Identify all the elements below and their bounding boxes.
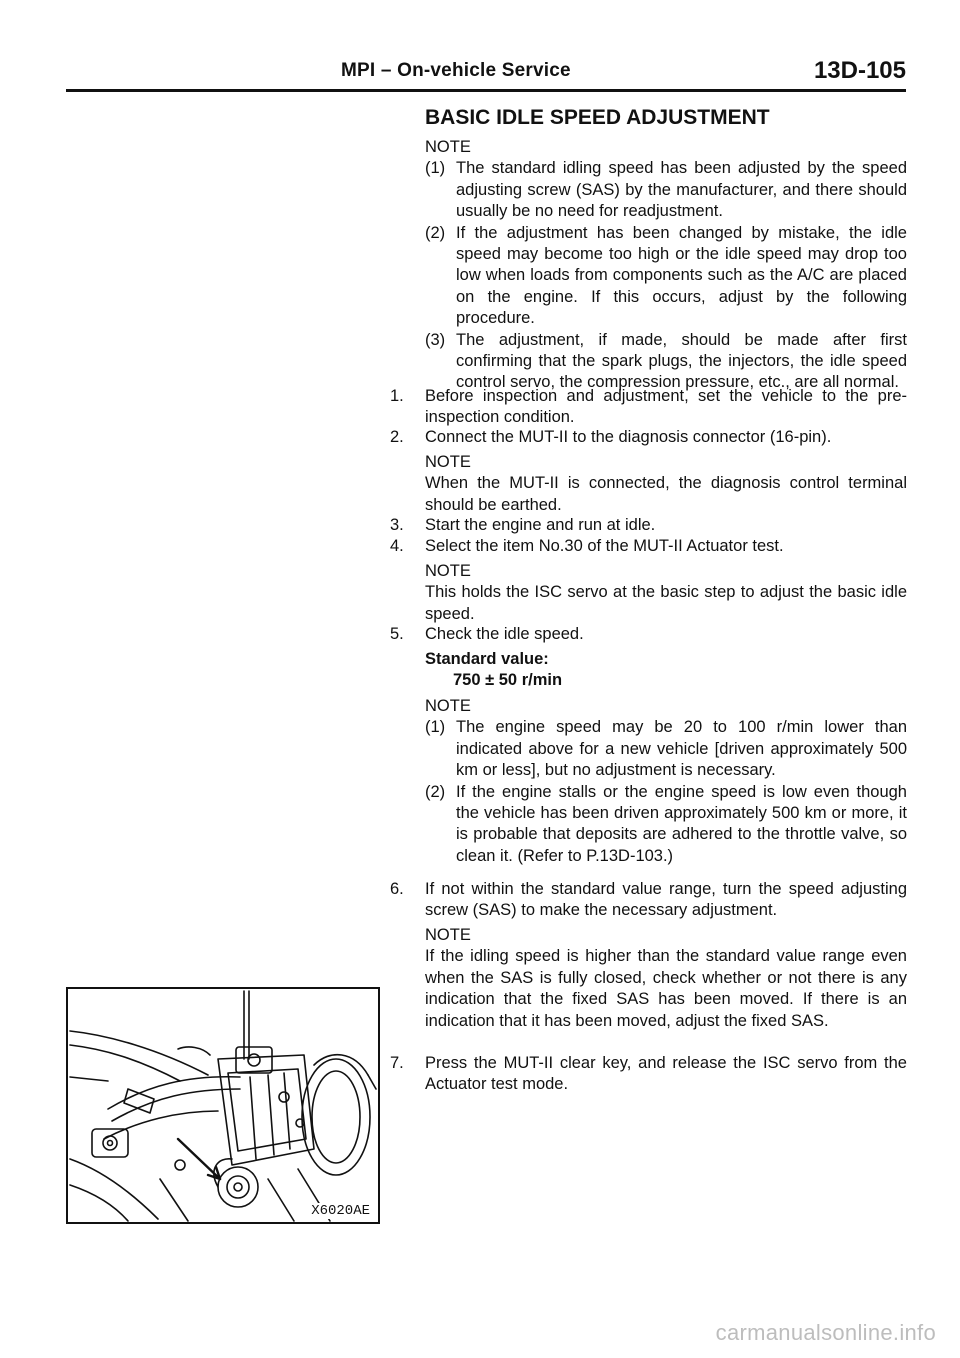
step5-note xyxy=(425,696,907,867)
note-text: When the MUT-II is connected, the diagnosis control terminal should be earthed. xyxy=(425,474,907,514)
step-2 xyxy=(390,427,907,448)
note-item-text: If the engine stalls or the engine speed is low even though the vehicle has been driven approximately 500 km or more, it is probable that deposits are adhered to the throttle valve, so clean it. (Refer to P.13D-103.) xyxy=(456,782,907,865)
section-title: BASIC IDLE SPEED ADJUSTMENT xyxy=(425,106,770,129)
standard-value-figure: 750 ± 50 r/min xyxy=(453,671,563,690)
step-number: 1. xyxy=(390,387,404,405)
step-text: Select the item No.30 of the MUT-II Actuator test. xyxy=(425,537,784,555)
note-item xyxy=(425,717,907,781)
note-label: NOTE xyxy=(425,562,471,580)
note-item-text: If the adjustment has been changed by mistake, the idle speed may become too high or the idle speed may drop too low when loads from components such as the A/C are placed on the engine. If this occurs, adjust by the following procedure. xyxy=(456,223,907,328)
step-text: If not within the standard value range, turn the speed adjusting screw (SAS) to make the necessary adjustment. xyxy=(425,880,907,920)
footer-watermark: carmanualsonline.info xyxy=(715,1320,936,1345)
header-rule xyxy=(66,89,906,92)
note-item xyxy=(425,330,907,394)
step4-note xyxy=(425,561,907,625)
note-item-text: The engine speed may be 20 to 100 r/min lower than indicated above for a new vehicle [driven approximately 500 km or less], but no adjustment is necessary. xyxy=(456,718,907,780)
note-item-text: The standard idling speed has been adjusted by the speed adjusting screw (SAS) by the manufacturer, and there should usually be no need for readjustment. xyxy=(456,159,907,221)
page-number: 13D-105 xyxy=(813,57,906,84)
step-text: Connect the MUT-II to the diagnosis connector (16-pin). xyxy=(425,428,832,446)
note-label: NOTE xyxy=(425,926,471,944)
step-6 xyxy=(390,879,907,922)
note-item xyxy=(425,223,907,330)
step-number: 5. xyxy=(390,625,404,643)
note-item-text: The adjustment, if made, should be made after first confirming that the spark plugs, the injectors, the idle speed control servo, the compression pressure, etc., are all normal. xyxy=(456,330,907,392)
step-3 xyxy=(390,515,907,536)
step-1 xyxy=(390,386,907,429)
step-text: Check the idle speed. xyxy=(425,625,584,643)
step-number: 7. xyxy=(390,1054,404,1072)
step-text: Press the MUT-II clear key, and release the ISC servo from the Actuator test mode. xyxy=(425,1054,907,1094)
step-number: 3. xyxy=(390,516,404,534)
note-item-number: (1) xyxy=(425,159,446,178)
note-text: If the idling speed is higher than the standard value range even when the SAS is fully closed, check whether or not there is any indication that the fixed SAS has been moved. If there is an indication that it has been moved, adjust the fixed SAS. xyxy=(425,947,907,1030)
note-item-number: (3) xyxy=(425,330,446,349)
step-7 xyxy=(390,1053,907,1096)
note-item xyxy=(425,158,907,222)
step6-note xyxy=(425,925,907,1032)
note-label: NOTE xyxy=(425,138,471,156)
note-label: NOTE xyxy=(425,697,471,715)
step-number: 6. xyxy=(390,880,404,898)
step-4 xyxy=(390,536,907,557)
step-number: 2. xyxy=(390,428,404,446)
note-item-number: (2) xyxy=(425,223,446,242)
note-item-number: (1) xyxy=(425,718,446,737)
note-text: This holds the ISC servo at the basic step to adjust the basic idle speed. xyxy=(425,583,907,623)
throttle-body-figure xyxy=(66,987,380,1224)
standard-value-label: Standard value: xyxy=(425,650,549,668)
note-label: NOTE xyxy=(425,453,471,471)
note-item xyxy=(425,782,907,868)
figure-code: X6020AE xyxy=(311,1203,370,1219)
step-text: Before inspection and adjustment, set the vehicle to the pre-inspection condition. xyxy=(425,387,907,427)
step-number: 4. xyxy=(390,537,404,555)
step-text: Start the engine and run at idle. xyxy=(425,516,656,534)
step-5 xyxy=(390,624,907,645)
step2-note xyxy=(425,452,907,516)
note-item-number: (2) xyxy=(425,782,446,801)
throttle-body-illustration xyxy=(68,989,378,1222)
intro-note xyxy=(425,137,907,394)
standard-value xyxy=(425,649,907,692)
header-title: MPI – On-vehicle Service xyxy=(341,60,571,81)
